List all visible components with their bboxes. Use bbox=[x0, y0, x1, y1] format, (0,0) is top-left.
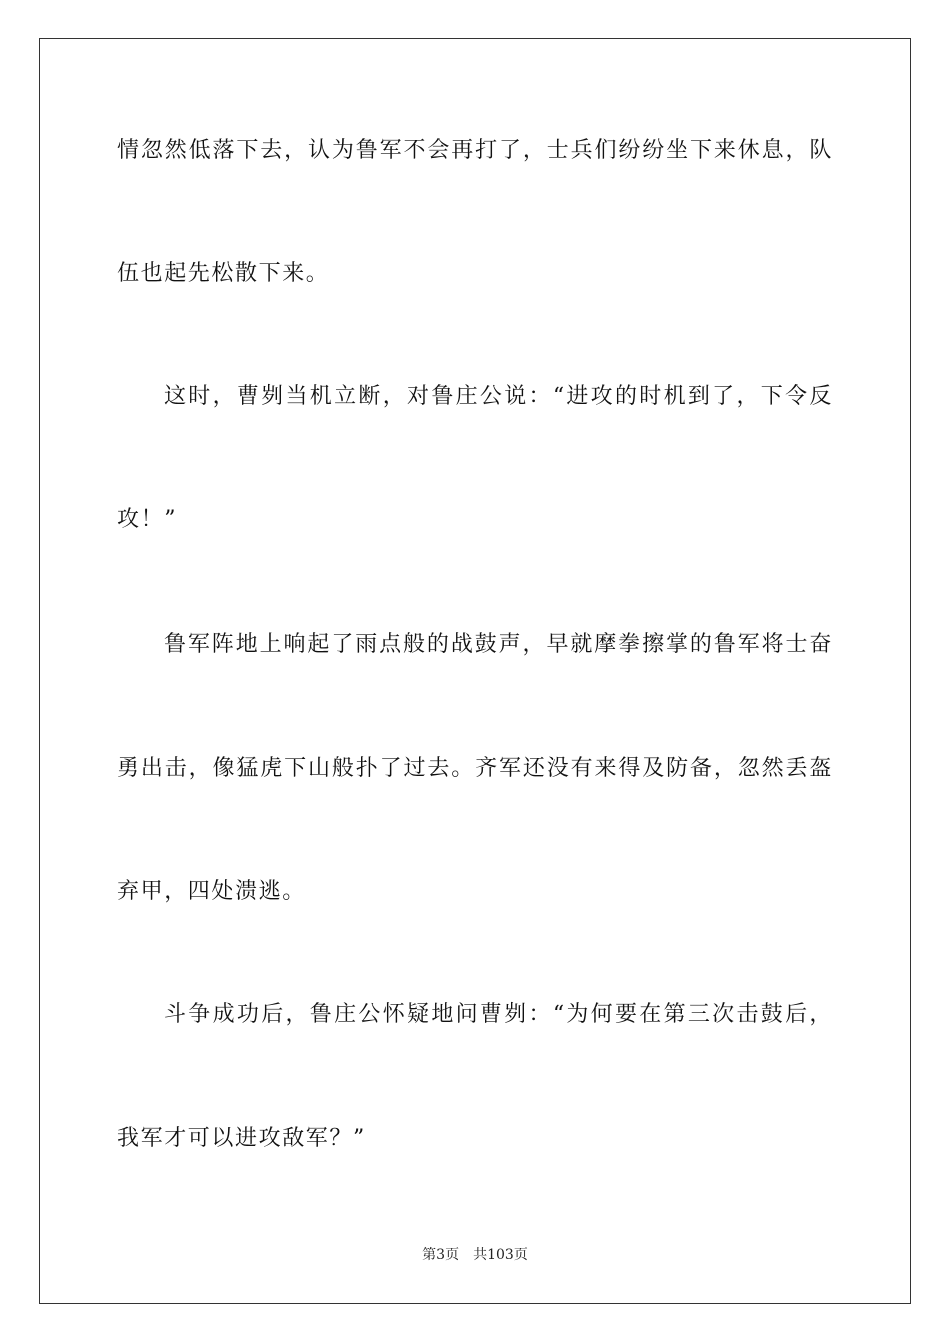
body-line-4: 攻！” bbox=[117, 507, 178, 532]
body-line-9: 我军才可以进攻敌军？” bbox=[117, 1126, 366, 1151]
body-line-1: 情忽然低落下去，认为鲁军不会再打了，士兵们纷纷坐下来休息，队 bbox=[117, 138, 833, 163]
body-line-2: 伍也起先松散下来。 bbox=[117, 261, 330, 286]
body-line-3: 这时，曹刿当机立断，对鲁庄公说：“进攻的时机到了，下令反 bbox=[164, 384, 833, 409]
page-border bbox=[39, 38, 911, 1304]
body-line-5: 鲁军阵地上响起了雨点般的战鼓声，早就摩拳擦掌的鲁军将士奋 bbox=[164, 632, 833, 657]
body-line-8: 斗争成功后，鲁庄公怀疑地问曹刿：“为何要在第三次击鼓后， bbox=[164, 1002, 833, 1027]
page-total: 共103页 bbox=[473, 1247, 528, 1263]
page-footer bbox=[0, 1245, 950, 1265]
body-line-7: 弃甲，四处溃逃。 bbox=[117, 879, 306, 904]
body-line-6: 勇出击，像猛虎下山般扑了过去。齐军还没有来得及防备，忽然丢盔 bbox=[117, 756, 833, 781]
page-number: 第3页 bbox=[422, 1247, 460, 1263]
